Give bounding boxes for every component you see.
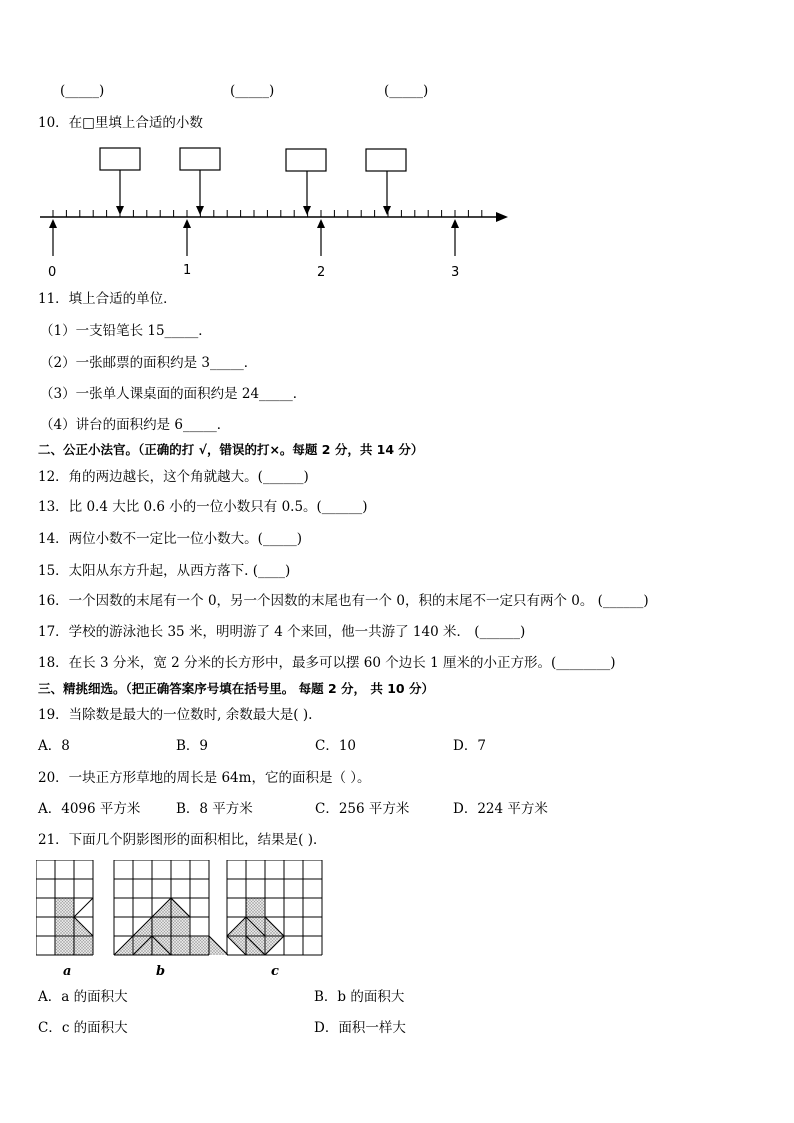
- figure-label-b: b: [156, 964, 166, 979]
- section-2-heading: 二、公正小法官。（正确的打 √，错误的打×。每题 2 分，共 14 分）: [38, 442, 424, 457]
- q11-item-4: （4）讲台的面积约是 6_____．: [40, 417, 231, 433]
- q20-option-d[interactable]: D．224 平方米: [453, 801, 548, 817]
- tick-label-2: 2: [317, 265, 326, 280]
- q11-text: 11．填上合适的单位．: [38, 291, 177, 307]
- section-3-heading: 三、精挑细选。（把正确答案序号填在括号里。 每题 2 分， 共 10 分）: [38, 681, 434, 696]
- figure-label-a: a: [63, 964, 72, 979]
- blank-1[interactable]: (_____): [60, 83, 105, 99]
- q21-option-b[interactable]: B．b 的面积大: [314, 989, 405, 1005]
- q11-item-3: （3）一张单人课桌面的面积约是 24_____．: [40, 386, 307, 402]
- q11-item-1: （1）一支铅笔长 15_____．: [40, 323, 212, 339]
- q17: 17．学校的游泳池长 35 米，明明游了 4 个来回，他一共游了 140 米． (______): [38, 624, 526, 640]
- figure-label-c: c: [271, 964, 279, 979]
- axis-ticks: [53, 210, 482, 217]
- tick-label-3: 3: [451, 265, 460, 280]
- q19-option-d[interactable]: D．7: [453, 738, 486, 754]
- number-line-figure: [30, 140, 530, 285]
- q19-text: 19．当除数是最大的一位数时, 余数最大是( ).: [38, 707, 313, 723]
- q21-text: 21．下面几个阴影图形的面积相比，结果是( )．: [38, 832, 327, 848]
- tick-label-1: 1: [183, 263, 192, 278]
- q16: 16．一个因数的末尾有一个 0，另一个因数的末尾也有一个 0，积的末尾不一定只有两个 0。 (______): [38, 593, 649, 609]
- q21-option-d[interactable]: D．面积一样大: [314, 1020, 406, 1036]
- shaded-figures: [36, 860, 336, 980]
- answer-box-4[interactable]: [366, 149, 406, 171]
- figure-b: [114, 860, 228, 955]
- figure-a: [36, 860, 93, 955]
- answer-box-1[interactable]: [100, 148, 140, 170]
- q19-option-b[interactable]: B．9: [176, 738, 209, 754]
- figure-c: [227, 860, 322, 955]
- q14: 14．两位小数不一定比一位小数大。(_____): [38, 531, 302, 547]
- q21-option-a[interactable]: A．a 的面积大: [38, 989, 128, 1005]
- blank-2[interactable]: (_____): [230, 83, 275, 99]
- q20-option-a[interactable]: A．4096 平方米: [38, 801, 141, 817]
- q13: 13．比 0.4 大比 0.6 小的一位小数只有 0.5。(______): [38, 499, 368, 515]
- q10-text: 10．在□里填上合适的小数: [38, 115, 203, 131]
- tick-label-0: 0: [48, 265, 57, 280]
- answer-box-2[interactable]: [180, 148, 220, 170]
- q20-text: 20．一块正方形草地的周长是 64m，它的面积是（ ）。: [38, 770, 371, 786]
- q20-option-b[interactable]: B．8 平方米: [176, 801, 253, 817]
- q20-option-c[interactable]: C．256 平方米: [315, 801, 410, 817]
- q19-option-a[interactable]: A．8: [38, 738, 70, 754]
- q21-option-c[interactable]: C．c 的面积大: [38, 1020, 128, 1036]
- q11-item-2: （2）一张邮票的面积约是 3_____．: [40, 355, 258, 371]
- q15: 15．太阳从东方升起，从西方落下. (____): [38, 563, 291, 579]
- q12: 12．角的两边越长，这个角就越大。(______): [38, 469, 309, 485]
- q18: 18．在长 3 分米，宽 2 分米的长方形中，最多可以摆 60 个边长 1 厘米的小正方形。(________): [38, 655, 616, 671]
- answer-box-3[interactable]: [286, 149, 326, 171]
- q19-option-c[interactable]: C．10: [315, 738, 357, 754]
- blank-3[interactable]: (_____): [384, 83, 429, 99]
